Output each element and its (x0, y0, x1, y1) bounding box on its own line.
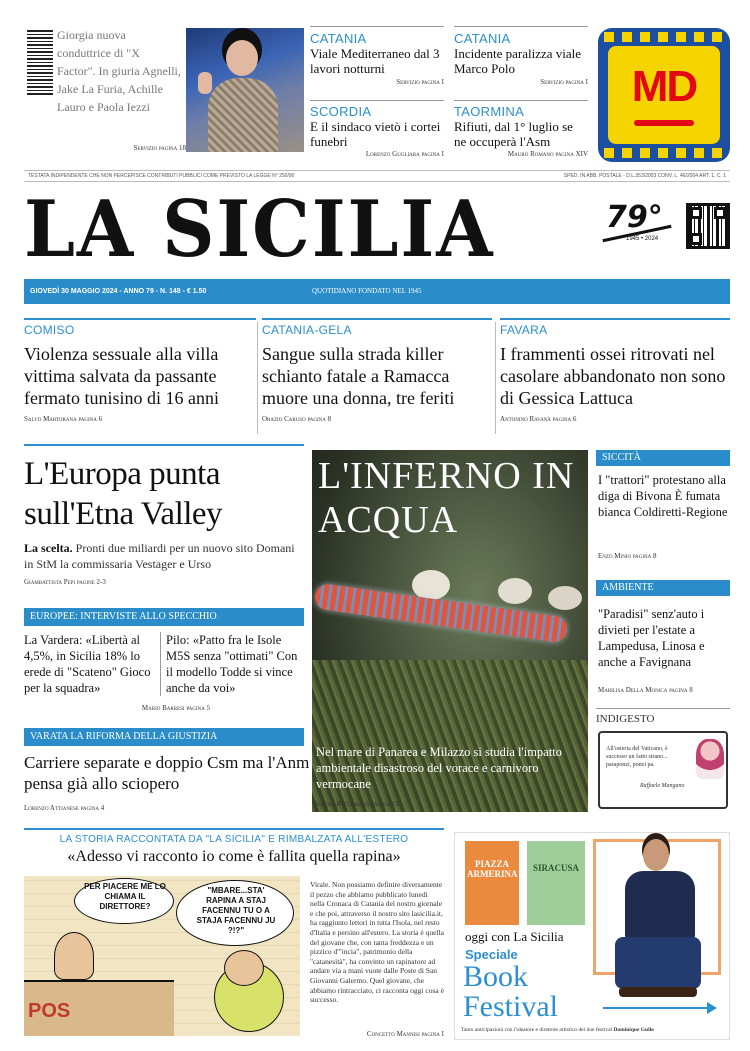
article-rubric: FAVARA (500, 323, 548, 337)
festival-footer-name: Dominique Gullo (613, 1027, 654, 1033)
ambiente-ref: Marilisa Della Monica pagina 8 (598, 686, 693, 694)
clerk-figure (54, 932, 94, 980)
article-favara[interactable] (500, 318, 730, 436)
book-cover-1 (465, 841, 519, 925)
festival-speciale: Speciale (465, 947, 518, 962)
festival-footer-line (461, 1027, 727, 1033)
lead-kicker: La scelta. (24, 541, 73, 555)
shell (412, 570, 450, 600)
founded-line: QUOTIDIANO FONDATO NEL 1945 (312, 287, 422, 295)
brief-title: E il sindaco vietò i cortei funebri (310, 119, 441, 149)
divider (310, 26, 444, 27)
europee-band: EUROPEE: INTERVISTE ALLO SPECCHIO (24, 608, 304, 626)
arrow-icon (603, 1007, 713, 1009)
siccita-band: SICCITÀ (596, 450, 730, 466)
shell (548, 586, 582, 610)
md-swoosh (634, 120, 694, 126)
brief-rubric: CATANIA (310, 31, 367, 46)
caricature-icon (696, 739, 724, 779)
anniversary-number: 79° (606, 200, 663, 235)
festival-book: Book (463, 960, 529, 993)
article-title: I frammenti ossei ritrovati nel casolare abbandonato non sono di Gessica Lattuca (500, 344, 726, 408)
qr-corner (714, 207, 726, 219)
presenter-body (208, 78, 278, 152)
photo-feature[interactable] (312, 450, 588, 812)
brief-scordia[interactable] (310, 100, 444, 166)
rapina-body: Virale. Non possiamo definire diversamente il pezzo che abbiamo pubblicato lunedì nella Cronaca di Catania del nostro giornale e che poi, attraverso il nostro sito lasicilia.it, ha raggiunto lettori in tutta l'Isola, nel resto d'Italia e persino all'estero. La storia è quella del giovane che, con tanta freddezza e un pizzico d'"incia", patrimonio della "catanesità", ha convinto un rapinatore ad andare via a mani vuote dalle Poste di San Giovanni Galermo. Quel giovane, che abbiamo rintracciato, ci racconta oggi cosa è successo. (310, 880, 444, 1005)
article-title: Sangue sulla strada killer schianto fatale a Ramacca muore una donna, tre feriti (262, 344, 455, 408)
author-shoes (619, 987, 697, 997)
divider (454, 100, 588, 101)
divider (500, 318, 730, 320)
siccita-title[interactable]: I "trattori" protestano alla diga di Bivona È fumata bianca Coldiretti-Regione (598, 473, 728, 519)
lead-title: L'Europa punta sull'Etna Valley (24, 456, 223, 532)
md-ad-dots (604, 148, 724, 158)
author-torso (625, 871, 695, 941)
article-comiso[interactable] (24, 318, 256, 436)
article-catania-gela[interactable] (262, 318, 492, 436)
brief-rubric: SCORDIA (310, 104, 372, 119)
photo-title: L'INFERNO IN ACQUA (318, 455, 575, 541)
divider (454, 26, 588, 27)
book-cover-2 (527, 841, 585, 925)
top-strip (24, 26, 730, 168)
festival-name: Festival (463, 990, 558, 1023)
brief-title: Incidente paralizza viale Marco Polo (454, 46, 582, 76)
giustizia-title[interactable]: Carriere separate e doppio Csm ma l'Anm pensa già allo sciopero (24, 753, 310, 793)
bubble-text-2: "MBARE...STA' RAPINA A STAJ FACENNU TU O A STAJA FACENNU JU ?!?" (196, 886, 276, 935)
brief-ref: Servizio pagina I (540, 78, 588, 86)
column-divider (495, 322, 496, 434)
brief-taormina[interactable] (454, 100, 588, 166)
photo-caption: Nel mare di Panarea e Milazzo si studia l'impatto ambientale disastroso del vorace e carnivoro vermocane (316, 745, 562, 791)
author-head (643, 839, 669, 871)
brief-ref: Servizio pagina I (396, 78, 444, 86)
anniversary-years: 1945 • 2024 (626, 236, 659, 242)
cartoon (24, 876, 300, 1036)
promo-text[interactable]: Giorgia nuova conduttrice di "X Factor". In giuria Agnelli, Jake La Furia, Achille Lauro e Paola Iezzi (57, 28, 181, 114)
date-line: GIOVEDÌ 30 MAGGIO 2024 - ANNO 79 - N. 148 - € 1.50 (30, 288, 207, 295)
pos-sign: POS (28, 1000, 71, 1022)
article-ref: Orazio Caruso pagina 8 (262, 415, 332, 423)
legal-line (24, 170, 730, 182)
brief-catania-2[interactable] (454, 26, 588, 96)
date-band (24, 279, 730, 304)
masthead-title[interactable]: LA SICILIA (24, 184, 495, 275)
brief-title: Rifiuti, dal 1° luglio se ne occuperà l'Asm (454, 119, 573, 149)
brief-rubric: TAORMINA (454, 104, 525, 119)
rapina-section[interactable] (24, 828, 444, 1040)
europee-divider (160, 632, 161, 696)
book-title-1: PIAZZA ARMERINA (467, 859, 518, 879)
brief-title: Viale Mediterraneo dal 3 lavori notturni (310, 46, 440, 76)
rapina-band: LA STORIA RACCONTATA DA "LA SICILIA" E RIMBALZATA ALL'ESTERO (59, 834, 409, 845)
divider (24, 318, 256, 320)
brief-catania-1[interactable] (310, 26, 444, 96)
promo-photo (186, 28, 304, 152)
lead-summary: Pronti due miliardi per un nuovo sito Domani in StM la commissaria Vestager e Urso (24, 541, 295, 571)
article-title: Violenza sessuale alla villa vittima salvata da passante fermato tunisino di 16 anni (24, 344, 219, 408)
md-ad-dots (604, 32, 724, 42)
festival-footer: Tanto anticipazioni con l'ideatore e direttore artistico dei due festival (461, 1027, 613, 1033)
brief-ref: Mauro Romano pagina XIV (507, 150, 588, 158)
divider (24, 444, 304, 446)
brief-ref: Lorenzo Gugliara pagina I (365, 150, 444, 158)
giustizia-ref: Lorenzo Attianese pagina 4 (24, 804, 105, 812)
lead-ref: Giambattista Pepi pagine 2-3 (24, 578, 106, 586)
indigesto-card (598, 731, 728, 809)
article-ref: Salvo Martorana pagina 6 (24, 415, 103, 423)
brief-rubric: CATANIA (454, 31, 511, 46)
promo-ref: Servizio pagina 18 (133, 144, 186, 152)
ambiente-band: AMBIENTE (596, 580, 730, 596)
ambiente-title[interactable]: "Paradisi" senz'auto i divieti per l'estate a Lampedusa, Linosa e anche a Favignana (598, 607, 705, 669)
lead-summary-block (24, 540, 304, 572)
legal-right: SPED. IN ABB. POSTALE - D.L.353/2003 CONV. L. 46/2004 ART. 1, C. 1 (563, 173, 726, 179)
indigesto-author: Raffaele Mangano (640, 783, 685, 789)
column-divider (257, 322, 258, 434)
rapina-title: «Adesso vi racconto io come è fallita quella rapina» (67, 848, 401, 865)
divider (24, 828, 444, 830)
europee-ref: Mario Barresi pagina 5 (141, 704, 210, 712)
md-logo: MD (631, 62, 697, 111)
robber-face (224, 950, 264, 986)
europee-left[interactable]: La Vardera: «Libertà al 4,5%, in Sicilia 18% lo erede di "Scateno" Gioco per la squadra» (24, 633, 151, 695)
anniversary-logo (600, 200, 680, 252)
festival-today: oggi con La Sicilia (465, 929, 564, 944)
article-ref: Antonino Ravanà pagina 6 (500, 415, 577, 423)
md-ad[interactable] (598, 28, 730, 162)
article-rubric: COMISO (24, 323, 75, 337)
lead-article[interactable] (24, 444, 304, 602)
photo-ref: Serena Battipaglia pagina 13 (314, 800, 399, 808)
indigesto-text: All'osteria del Vaticano, è successo un fatto strano... paraponzi, ponzi pa. (606, 746, 668, 768)
barcode-icon (27, 30, 53, 96)
qr-code-icon (686, 203, 730, 249)
presenter-hand (198, 72, 212, 94)
giustizia-band: VARATA LA RIFORMA DELLA GIUSTIZIA (24, 728, 304, 746)
rapina-ref: Concetto Mannisi pagina I (366, 1030, 444, 1038)
siccita-ref: Enzo Minio pagina 8 (598, 552, 657, 560)
book-title-2: SIRACUSA (532, 863, 579, 873)
book-festival-ad[interactable] (454, 832, 730, 1040)
divider (262, 318, 492, 320)
author-legs (615, 937, 701, 989)
article-rubric: CATANIA-GELA (262, 323, 352, 337)
presenter-head (226, 40, 258, 76)
bubble-text-1: PER PIACERE ME LO CHIAMA IL DIRETTORE? (84, 882, 166, 911)
europee-right[interactable]: Pilo: «Patto fra le Isole M5S senza "ottimati" Con il modello Todde si vince anche da voi» (166, 633, 298, 695)
shell (498, 578, 532, 604)
legal-left: TESTATA INDIPENDENTE CHE NON PERCEPISCE CONTRIBUTI PUBBLICI COME PREVISTO LA LEGGE N° 250/90 (28, 173, 295, 179)
divider (310, 100, 444, 101)
arrow-head (707, 1002, 717, 1014)
indigesto-box[interactable] (596, 708, 730, 812)
indigesto-label: INDIGESTO (596, 713, 655, 725)
qr-corner (690, 233, 702, 245)
qr-corner (690, 207, 702, 219)
